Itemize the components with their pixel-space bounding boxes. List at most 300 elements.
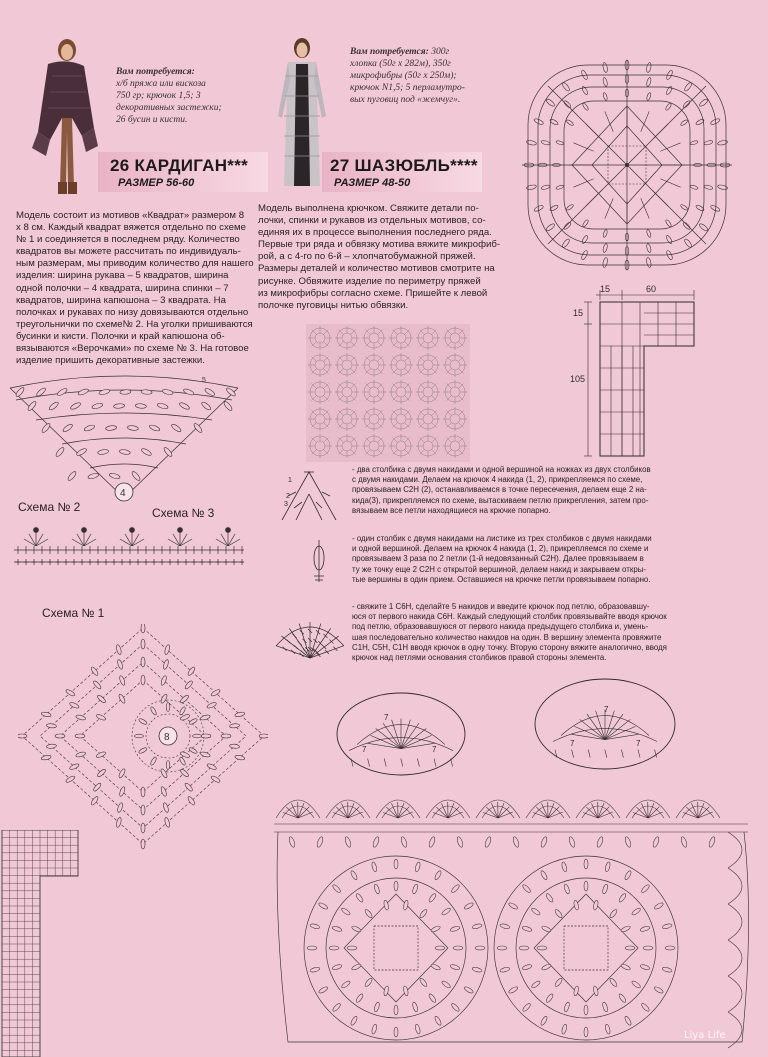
stitch-leaf xyxy=(412,884,419,895)
stitch-leaf xyxy=(141,389,152,394)
stitch-leaf xyxy=(179,756,187,766)
stitch-leaf xyxy=(412,1002,419,1013)
stitch-leaf xyxy=(500,967,511,973)
cardigan-description-line: изделия: ширина рукава – 5 квадратов, ширина xyxy=(16,270,229,282)
stitch-leaf xyxy=(456,836,464,848)
stitch-leaf xyxy=(383,900,389,911)
stitch-leaf xyxy=(96,713,107,721)
stitch-leaf xyxy=(531,980,541,989)
stitch-leaf xyxy=(341,907,351,916)
shazyubl-description-line: лочки, спинки и рукавов из отдельных мотивов, со- xyxy=(258,215,486,227)
stitch-leaf xyxy=(428,836,436,848)
stitch-leaf xyxy=(164,644,171,655)
cardigan-title: 26 КАРДИГАН*** xyxy=(110,156,249,175)
stitch-leaf xyxy=(160,786,167,797)
stitch-leaf xyxy=(561,238,570,248)
stitch-leaf xyxy=(680,836,688,848)
stitch-leaf xyxy=(318,902,329,910)
stitch-leaf xyxy=(484,836,492,848)
stitch-leaf xyxy=(584,859,588,869)
stitch-leaf xyxy=(690,184,699,190)
stitch-leaf xyxy=(371,862,377,873)
stitch-leaf xyxy=(602,62,608,73)
stitch-leaf xyxy=(105,425,116,431)
stitch-leaf xyxy=(332,925,343,932)
note-line: крючок над петлями основания столбиков правой стороны элемента. xyxy=(352,653,607,663)
stitch-leaf xyxy=(625,946,635,950)
stitch-leaf xyxy=(87,472,99,479)
stitch-leaf xyxy=(519,946,529,950)
stitch-leaf xyxy=(150,706,158,716)
schema-2-row-number: 5 xyxy=(202,377,206,384)
stitch-leaf xyxy=(522,964,533,971)
stitch-leaf xyxy=(316,836,324,848)
oval-left-number: 7 xyxy=(432,745,437,754)
stitch-leaf xyxy=(662,923,673,929)
stitch-leaf xyxy=(566,204,574,211)
stitch-leaf xyxy=(624,870,632,881)
stitch-leaf xyxy=(118,693,126,704)
stitch-leaf xyxy=(602,884,609,895)
shazyubl-materials-line: микрофибры (50г х 250м); xyxy=(350,71,457,81)
stitch-leaf xyxy=(428,893,437,903)
stitch-leaf xyxy=(545,993,554,1003)
schema-1-diamond-chart xyxy=(18,624,268,864)
shazyubl-description-line: Размеры деталей и количество мотивов смотрите на xyxy=(258,263,495,275)
stitch-leaf xyxy=(332,884,342,894)
stitch-leaf xyxy=(680,204,688,211)
stitch-leaf xyxy=(225,387,236,398)
stitch-leaf xyxy=(119,449,131,455)
oval-detail-left xyxy=(334,690,468,778)
stitch-leaf xyxy=(96,694,106,704)
oval-detail-right xyxy=(532,676,678,772)
stitch-leaf xyxy=(75,751,86,758)
stitch-leaf xyxy=(453,946,463,950)
stitch-leaf xyxy=(118,768,126,779)
stitch-leaf xyxy=(288,836,296,848)
stitch-leaf xyxy=(497,946,507,950)
stitch-leaf xyxy=(394,1027,398,1037)
stitch-leaf xyxy=(602,77,608,87)
stitch-leaf xyxy=(682,221,691,230)
stitch-leaf xyxy=(200,751,211,758)
stitch-leaf xyxy=(171,423,182,433)
stitch-leaf xyxy=(434,870,442,881)
stitch-leaf xyxy=(540,870,548,881)
stitch-leaf xyxy=(117,659,124,670)
stitch-leaf xyxy=(69,763,80,771)
stitch-diagram-3 xyxy=(270,598,350,664)
stitch-leaf xyxy=(646,92,652,101)
stitch-leaf xyxy=(229,744,239,749)
stitch-leaf xyxy=(166,761,170,770)
cardigan-materials-label: Вам потребуется: xyxy=(116,67,195,77)
stitch-leaf xyxy=(18,734,27,738)
stitch-leaf xyxy=(351,925,362,933)
stitch-leaf xyxy=(119,786,126,797)
stitch-leaf xyxy=(206,701,217,709)
stitch-leaf xyxy=(430,963,441,971)
shazyubl-size: РАЗМЕР 48-50 xyxy=(334,177,411,189)
stitch-leaf xyxy=(119,675,126,686)
shazyubl-description-line: Первые три ряда и обвязку мотива вяжите микрофиб- xyxy=(258,239,501,251)
stitch-leaf xyxy=(602,229,608,238)
stitch-leaf xyxy=(67,470,77,481)
stitch-leaf xyxy=(545,893,554,903)
note-line: с двумя накидами. Делаем на крючок 4 накида (1, 2), прикрепляемся по схеме, xyxy=(352,475,643,485)
stitch-diagram-2 xyxy=(308,536,330,586)
stitch-leaf xyxy=(160,693,168,704)
shazyubl-materials xyxy=(350,46,490,106)
stitch-leaf xyxy=(472,967,483,973)
stitch-leaf xyxy=(682,100,691,109)
stitch-leaf xyxy=(206,763,217,771)
stitch-leaf xyxy=(620,963,631,971)
stitch-leaf xyxy=(99,389,111,396)
stitch-leaf xyxy=(472,923,483,929)
stitch-leaf xyxy=(584,1005,588,1015)
cardigan-description-line: бусинки и кисти. Полочки и край капюшона об- xyxy=(16,330,225,342)
schema-2-center-number: 4 xyxy=(120,488,126,499)
stitch-leaf xyxy=(259,734,268,738)
schema-1-center-number: 8 xyxy=(164,732,170,743)
stitch-leaf xyxy=(373,1002,380,1013)
stitch-leaf xyxy=(41,755,52,761)
stitch-leaf xyxy=(441,907,451,916)
stitch-leaf xyxy=(179,706,187,716)
stitch-leaf xyxy=(415,862,421,873)
stitch-leaf xyxy=(383,986,389,997)
stitch-leaf xyxy=(561,1024,567,1035)
stitch-leaf xyxy=(55,734,65,738)
stitch-leaf xyxy=(48,401,59,411)
edging-and-motif-chart xyxy=(268,772,762,1054)
watermark-text: Liya Life xyxy=(684,1030,726,1041)
grid-label-left-top: 15 xyxy=(573,308,584,318)
stitch-leaf xyxy=(229,723,239,728)
stitch-leaf xyxy=(344,836,352,848)
cardigan-materials xyxy=(116,66,266,126)
stitch-leaf xyxy=(141,624,145,633)
stitch-diagram-1-label: 1 xyxy=(288,477,292,484)
stitch-leaf xyxy=(665,103,672,111)
stitch-leaf xyxy=(350,1015,358,1026)
oval-right-number: 7 xyxy=(604,705,609,714)
stitch-leaf xyxy=(618,993,627,1003)
stitch-leaf xyxy=(141,675,145,685)
shazyubl-materials-line: вых пуговиц под «жемчуг». xyxy=(350,95,461,105)
stitch-leaf xyxy=(347,946,357,950)
stitch-leaf xyxy=(602,1002,609,1013)
stitch-leaf xyxy=(371,1024,377,1035)
note-line: вязываем все петли находящиеся на крючке попарно. xyxy=(352,505,551,515)
note-line: под петлю, образовавшуюся от первого накида предыдущего столбика и, умень- xyxy=(352,622,649,632)
stitch-leaf xyxy=(549,118,559,126)
stitch-leaf xyxy=(640,1002,650,1012)
stitch-leaf xyxy=(584,1027,588,1037)
stitch-leaf xyxy=(403,986,409,997)
stitch-leaf xyxy=(695,204,705,212)
stitch-leaf xyxy=(117,802,124,813)
stitch-leaf xyxy=(704,184,714,190)
stitch-leaf xyxy=(96,751,107,759)
stitch-leaf xyxy=(545,223,555,232)
stitch-leaf xyxy=(160,675,167,686)
stitch-leaf xyxy=(364,977,373,987)
stitch-leaf xyxy=(561,82,570,92)
stitch-leaf xyxy=(329,946,339,950)
stitch-leaf xyxy=(450,964,461,971)
stitch-leaf xyxy=(355,993,364,1003)
stitch-leaf xyxy=(141,447,153,456)
stitch-leaf xyxy=(512,836,520,848)
stitch-leaf xyxy=(131,470,141,481)
stitch-leaf xyxy=(162,659,169,670)
grid-label-top-left: 15 xyxy=(600,284,611,294)
cardigan-materials-line: декоративных застежки; xyxy=(116,103,222,113)
shazyubl-description-line: Модель выполнена крючком. Свяжите детали по- xyxy=(258,203,479,214)
stitch-leaf xyxy=(75,734,85,738)
stitch-leaf xyxy=(434,1015,442,1026)
schema-2-triangle-chart xyxy=(6,370,242,510)
stitch-leaf xyxy=(187,796,196,806)
stitch-leaf xyxy=(450,925,461,932)
stitch-leaf xyxy=(624,1015,632,1026)
stitch-leaf xyxy=(531,907,541,916)
stitch-leaf xyxy=(618,893,627,903)
stitch-leaf xyxy=(141,839,145,849)
shazyubl-materials-line: хлопка (50г х 282м), 350г xyxy=(350,59,451,69)
stitch-leaf xyxy=(400,836,408,848)
stitch-leaf xyxy=(680,119,688,126)
shazyubl-description-line: полочке пуговицы нитью обвязки. xyxy=(258,299,409,311)
stitch-leaf xyxy=(201,401,212,411)
stitch-leaf xyxy=(90,796,99,806)
stitch-leaf xyxy=(141,805,145,815)
stitch-leaf xyxy=(566,119,574,126)
stitch-leaf xyxy=(160,768,168,779)
stitch-leaf xyxy=(341,980,351,989)
note-line: шая последовательно количество накидов на один. В вершину элемента провяжите xyxy=(352,632,662,642)
stitch-leaf xyxy=(522,884,532,894)
stitch-leaf xyxy=(563,100,572,109)
stitch-leaf xyxy=(97,449,109,455)
stitch-leaf xyxy=(56,387,68,397)
stitch-leaf xyxy=(91,402,103,409)
stitch-leaf xyxy=(545,98,555,107)
stitch-leaf xyxy=(698,223,708,232)
cardigan-description-line: квадратов, ширина капюшона – 3 квадрата. На xyxy=(16,294,226,306)
cardigan-materials-line: 750 гр; крючок 1,5; 3 xyxy=(116,91,201,101)
stitch-leaf xyxy=(364,908,373,918)
stitch-leaf xyxy=(602,257,608,268)
stitch-leaf xyxy=(665,946,675,950)
stitch-leaf xyxy=(508,902,519,910)
stitch-leaf xyxy=(602,92,608,101)
stitch-leaf xyxy=(463,902,474,910)
stitch-leaf xyxy=(450,1002,460,1012)
square-motif-chart xyxy=(498,40,756,290)
stitch-leaf xyxy=(141,787,145,797)
cardigan-materials-line: 26 бусин и кисти. xyxy=(116,115,188,125)
schema-3-label: Схема № 3 xyxy=(152,506,215,520)
stitch-leaf xyxy=(631,980,641,989)
stitch-leaf xyxy=(500,923,511,929)
stitch-leaf xyxy=(537,946,547,950)
cardigan-description xyxy=(16,210,261,367)
stitch-leaf xyxy=(475,946,485,950)
stitch-leaf xyxy=(204,387,216,397)
note-line: - два столбика с двумя накидами и одной вершиной на ножках из двух столбиков xyxy=(352,465,651,474)
stitch-leaf xyxy=(84,424,96,432)
stitch-leaf xyxy=(135,734,144,738)
stitch-leaf xyxy=(76,447,88,456)
shazyubl-title: 27 ШАЗЮБЛЬ**** xyxy=(330,156,478,175)
stitch-leaf xyxy=(350,870,358,881)
stitch-leaf xyxy=(698,98,708,107)
stitch-leaf xyxy=(150,756,158,766)
stitch-leaf xyxy=(90,666,99,676)
cardigan-model-photo xyxy=(22,36,100,196)
stitch-leaf xyxy=(92,782,102,792)
stitch-leaf xyxy=(127,425,138,431)
shazyubl-description-line: из микрофибры согласно схеме. Пришейте к левой xyxy=(258,287,488,299)
stitch-leaf xyxy=(435,946,445,950)
cardigan-description-line: квадратов вы можете рассчитать по индивидуаль- xyxy=(16,246,241,258)
stitch-leaf xyxy=(508,986,519,994)
schema-2-label: Схема № 2 xyxy=(18,500,81,514)
stitch-leaf xyxy=(563,221,572,230)
stitch-note-2 xyxy=(352,534,712,585)
stitch-leaf xyxy=(113,403,124,408)
stitch-leaf xyxy=(372,836,380,848)
stitch-leaf xyxy=(310,967,321,973)
shazyubl-pattern-grid xyxy=(570,280,700,460)
stitch-leaf xyxy=(640,925,651,932)
stitch-leaf xyxy=(563,884,570,895)
stitch-leaf xyxy=(164,817,171,828)
watermark xyxy=(684,1030,726,1041)
cardigan-description-line: полочках и рукавах по низу довязываются отдельно xyxy=(16,306,249,318)
stitch-note-3 xyxy=(352,602,712,663)
stitch-leaf xyxy=(428,993,437,1003)
stitch-leaf xyxy=(109,472,121,479)
note-line: провязываем С2Н (2), останавливаемся в точке пересечения, делаем еще 2 на- xyxy=(352,485,647,495)
stitch-leaf xyxy=(135,403,146,408)
stitch-leaf xyxy=(563,1002,570,1013)
cardigan-size: РАЗМЕР 56-60 xyxy=(118,177,195,189)
stitch-leaf xyxy=(415,1024,421,1035)
stitch-leaf xyxy=(554,908,563,918)
stitch-leaf xyxy=(234,711,245,717)
grid-label-left-mid: 105 xyxy=(570,374,586,384)
note-line: провязываем 3 раза по 2 петли (1-й недовязанный С2Н). Далее провязываем в xyxy=(352,554,644,564)
stitch-leaf xyxy=(141,639,145,649)
stitch-leaf xyxy=(92,680,102,690)
stitch-leaf xyxy=(643,946,653,950)
stitch-leaf xyxy=(683,82,692,92)
stitch-leaf xyxy=(351,963,362,971)
stitch-leaf xyxy=(419,977,428,987)
shazyubl-description-line: рой, а с 4-го по 6-й – хлопчатобумажной пряжей. xyxy=(258,251,476,263)
cardigan-description-line: изделие пришить декоративные застежки. xyxy=(16,355,205,367)
stitch-diagram-1-label: 3 xyxy=(284,501,288,508)
stitch-leaf xyxy=(541,140,551,146)
stitch-leaf xyxy=(584,881,588,891)
stitch-leaf xyxy=(201,734,211,738)
stitch-leaf xyxy=(193,734,202,738)
stitch-leaf xyxy=(653,902,664,910)
stitch-leaf xyxy=(652,836,660,848)
stitch-leaf xyxy=(184,782,194,792)
stitch-leaf xyxy=(522,925,533,932)
stitch-leaf xyxy=(166,703,170,712)
stitch-leaf xyxy=(46,744,56,749)
stitch-leaf xyxy=(620,925,631,933)
stitch-leaf xyxy=(646,229,652,238)
stitch-leaf xyxy=(573,900,579,911)
stitch-leaf xyxy=(573,986,579,997)
stitch-leaf xyxy=(138,718,148,726)
stitch-leaf xyxy=(394,881,398,891)
stitch-leaf xyxy=(221,734,231,738)
stitch-leaf xyxy=(609,908,618,918)
stitch-leaf xyxy=(419,908,428,918)
stitch-leaf xyxy=(646,243,652,253)
oval-right-number: 7 xyxy=(636,739,641,748)
shazyubl-materials-line: 300г xyxy=(431,47,450,57)
stitch-leaf xyxy=(662,967,673,973)
oval-right-number: 7 xyxy=(570,739,575,748)
stitch-leaf xyxy=(593,986,599,997)
schema-3-edging-chart xyxy=(14,524,244,574)
stitch-leaf xyxy=(556,140,565,146)
shazyubl-materials-line: крючок N1,5; 5 перламутро- xyxy=(350,83,465,93)
stitch-leaf xyxy=(141,657,145,667)
stitch-leaf xyxy=(704,140,714,146)
stitch-leaf xyxy=(683,238,692,248)
note-line: кида(3), прикрепляемся по схеме, вытаскиваем петлю прикрепления, затем про- xyxy=(352,495,649,505)
cardigan-description-line: ным размерам, мы приводим количество для нашего xyxy=(16,258,254,270)
stitch-leaf xyxy=(593,900,599,911)
stitch-leaf xyxy=(157,402,169,409)
stitch-leaf xyxy=(450,884,460,894)
stitch-leaf xyxy=(441,980,451,989)
grid-label-top-right: 60 xyxy=(646,284,657,294)
stitch-leaf xyxy=(582,219,589,227)
stitch-leaf xyxy=(541,184,551,190)
stitch-leaf xyxy=(602,243,608,253)
stitch-leaf xyxy=(394,1005,398,1015)
stitch-leaf xyxy=(307,946,317,950)
stitch-leaf xyxy=(540,1015,548,1026)
stitch-leaf xyxy=(522,1002,532,1012)
note-line: С1Н, С5Н, С1Н вводя крючок в одну точку. Вторую сторону вяжите аналогично, вводя xyxy=(352,642,667,652)
stitch-leaf xyxy=(646,62,652,73)
stitch-leaf xyxy=(646,77,652,87)
stitch-leaf xyxy=(193,422,203,433)
stitch-leaf xyxy=(116,817,123,828)
stitch-leaf xyxy=(605,1024,611,1035)
stitch-leaf xyxy=(62,423,73,433)
stitch-leaf xyxy=(162,802,169,813)
stitch-leaf xyxy=(179,401,191,410)
stitch-leaf xyxy=(708,836,716,848)
note-line: - один столбик с двумя накидами на листике из трех столбиков с двумя накидами xyxy=(352,534,652,543)
cardigan-description-line: одной полочки – 4 квадрата, ширина спинки – 7 xyxy=(16,282,229,294)
stitch-leaf xyxy=(624,836,632,848)
